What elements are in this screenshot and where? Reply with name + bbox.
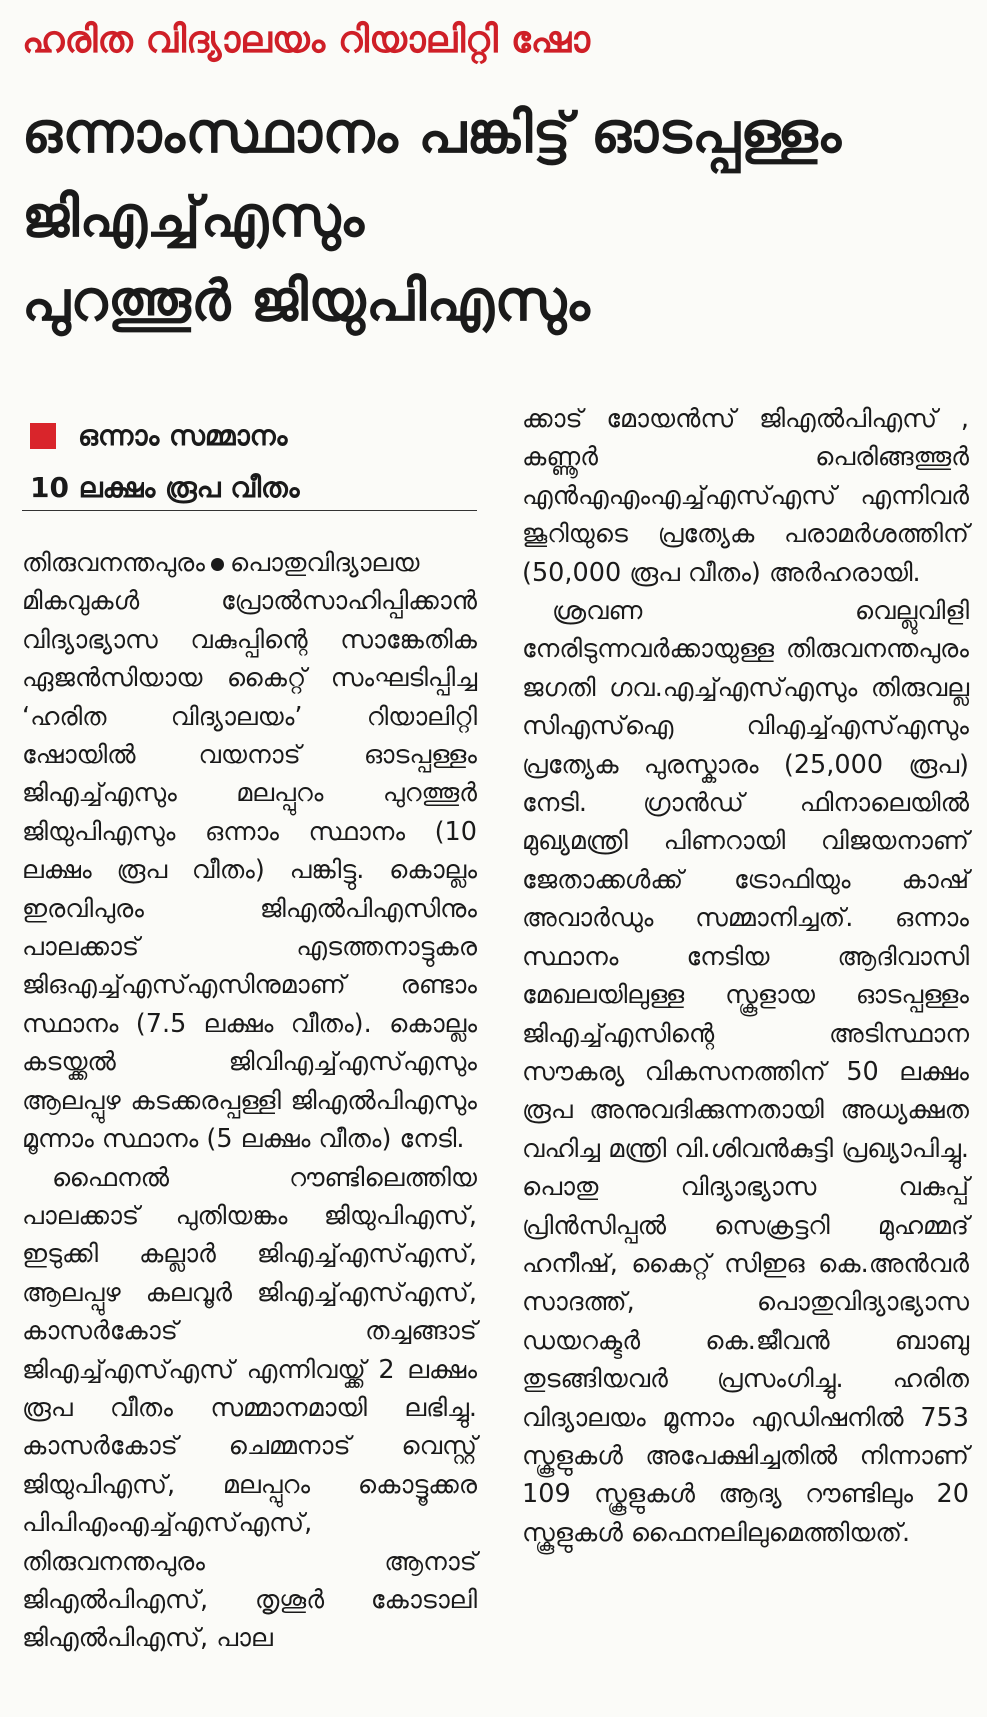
article-column-left [22, 544, 477, 1658]
red-square-bullet-icon [30, 423, 56, 449]
dateline-dot-icon [211, 558, 224, 571]
headline-line-1: ഒന്നാംസ്ഥാനം പങ്കിട്ട് ഓടപ്പള്ളം [22, 101, 842, 166]
article-kicker: ഹരിത വിദ്യാലയം റിയാലിറ്റി ഷോ [22, 18, 590, 61]
paragraph-3: ക്കാട് മോയൻസ് ജിഎൽപിഎസ് , കണ്ണൂർ പെരിങ്ങത്തൂർ എൻഎഎംഎച്ച്എസ്എസ് എന്നിവർ ജൂറിയുടെ പ്രത്യേക പരാമർശത്തിന് (50,000 രൂപ വീതം) അർഹരായി. [522, 404, 969, 588]
paragraph-4: ശ്രവണ വെല്ലുവിളി നേരിടുന്നവർക്കായുള്ള തിരുവനന്തപുരം ജഗതി ഗവ.എച്ച്എസ്എസും തിരുവല്ല സിഎസ്ഐ വിഎച്ച്എസ്എസും പ്രത്യേക പുരസ്കാരം (25,000 രൂപ) നേടി. ഗ്രാൻഡ് ഫിനാലെയിൽ മുഖ്യമന്ത്രി പിണറായി വിജയനാണ് ജേതാക്കൾക്ക് ട്രോഫിയും കാഷ് അവാർഡും സമ്മാനിച്ചത്. ഒന്നാം സ്ഥാനം നേടിയ ആദിവാസി മേഖലയിലുള്ള സ്കൂളായ ഓടപ്പള്ളം ജിഎച്ച്എസിന്റെ അടിസ്ഥാന സൗകര്യ വികസനത്തിന് 50 ലക്ഷം രൂപ അനുവദിക്കുന്നതായി അധ്യക്ഷത വഹിച്ച മന്ത്രി വി.ശിവൻകുട്ടി പ്രഖ്യാപിച്ചു. പൊതു വിദ്യാഭ്യാസ വകുപ്പ് പ്രിൻസിപ്പൽ സെക്രട്ടറി മുഹമ്മദ് ഹനീഷ്, കൈറ്റ് സിഇഒ കെ.അൻവർ സാദത്ത്, പൊതുവിദ്യാഭ്യാസ ഡയറക്ടർ കെ.ജീവൻ ബാബു തുടങ്ങിയവർ പ്രസംഗിച്ചു. ഹരിത വിദ്യാലയം മൂന്നാം എഡിഷനിൽ 753 സ്കൂളുകൾ അപേക്ഷിച്ചതിൽ നിന്നാണ് 109 സ്കൂളുകൾ ആദ്യ റൗണ്ടിലും 20 സ്കൂളുകൾ ഫൈനലിലുമെത്തിയത്. [522, 596, 969, 1548]
dateline: തിരുവനന്തപുരം [22, 548, 205, 578]
headline-line-3: പുറത്തൂർ ജിയുപിഎസും [22, 269, 591, 334]
paragraph-1 [22, 544, 477, 1159]
headline-line-2: ജിഎച്ച്എസും [22, 185, 365, 250]
subhead-line-2: 10 ലക്ഷം രൂപ വീതം [30, 471, 300, 504]
article-headline [22, 92, 967, 344]
paragraph-1-text: പൊതുവിദ്യാലയ മികവുകൾ പ്രോൽസാഹിപ്പിക്കാൻ വിദ്യാഭ്യാസ വകുപ്പിന്റെ സാങ്കേതിക ഏജൻസിയായ കൈറ്റ് സംഘടിപ്പിച്ച ‘ഹരിത വിദ്യാലയം’ റിയാലിറ്റി ഷോയിൽ വയനാട് ഓടപ്പള്ളം ജിഎച്ച്എസും മലപ്പുറം പുറത്തൂർ ജിയുപിഎസും ഒന്നാം സ്ഥാനം (10 ലക്ഷം രൂപ വീതം) പങ്കിട്ടു. കൊല്ലം ഇരവിപുരം ജിഎൽപിഎസിനും പാലക്കാട് എടത്തനാട്ടുകര ജിഒഎച്ച്എസ്എസിനുമാണ് രണ്ടാം സ്ഥാനം (7.5 ലക്ഷം വീതം). കൊല്ലം കടയ്ക്കൽ ജിവിഎച്ച്എസ്എസും ആലപ്പുഴ കടക്കരപ്പള്ളി ജിഎൽപിഎസും മൂന്നാം സ്ഥാനം (5 ലക്ഷം വീതം) നേടി. [22, 548, 477, 1155]
article-subhead [30, 410, 470, 514]
subhead-divider [22, 510, 477, 511]
paragraph-2: ഫൈനൽ റൗണ്ടിലെത്തിയ പാലക്കാട് പുതിയങ്കം ജിയുപിഎസ്, ഇടുക്കി കല്ലാർ ജിഎച്ച്എസ്എസ്, ആലപ്പുഴ കലവൂർ ജിഎച്ച്എസ്എസ്, കാസർകോട് തച്ചങ്ങാട് ജിഎച്ച്എസ്എസ് എന്നിവയ്ക്ക് 2 ലക്ഷം രൂപ വീതം സമ്മാനമായി ലഭിച്ചു. കാസർകോട് ചെമ്മനാട് വെസ്റ്റ് ജിയുപിഎസ്, മലപ്പുറം കൊട്ടൂക്കര പിപിഎംഎച്ച്എസ്എസ്, തിരുവനന്തപുരം ആനാട് ജിഎൽപിഎസ്, തൃശൂർ കോടാലി ജിഎൽപിഎസ്, പാല [22, 1162, 477, 1654]
article-column-right [522, 400, 969, 1552]
subhead-line-1: ഒന്നാം സമ്മാനം [78, 419, 288, 452]
